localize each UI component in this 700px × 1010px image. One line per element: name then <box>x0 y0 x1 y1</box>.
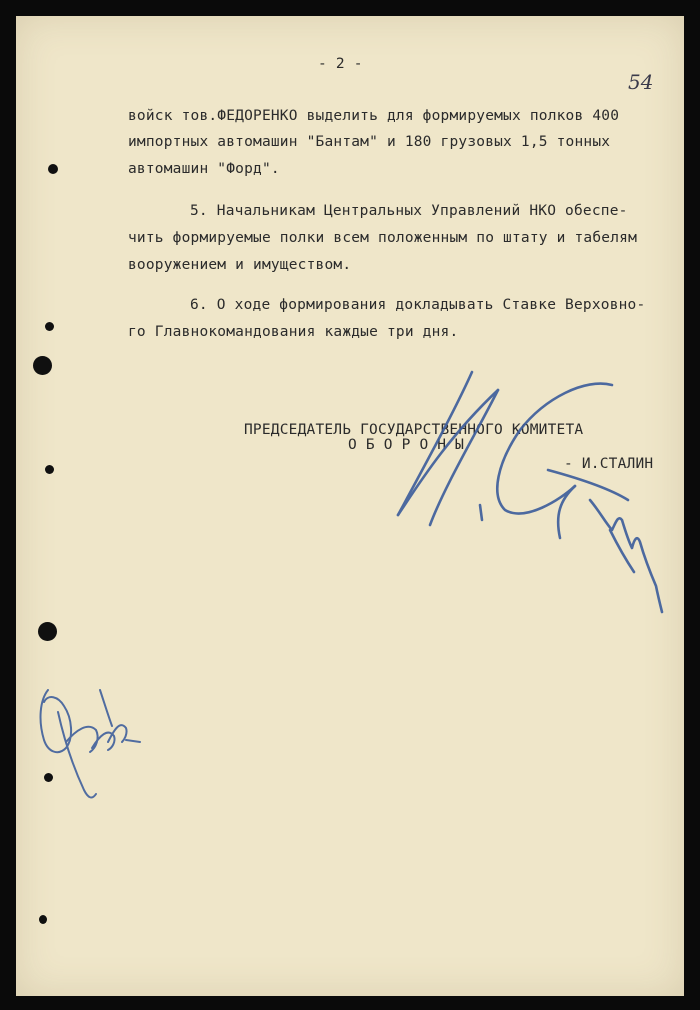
body-line-3: автомашин "Форд". <box>128 161 280 177</box>
body-line-7: 6. О ходе формирования докладывать Ставке Верховно- <box>190 297 646 313</box>
signatory-title: ПРЕДСЕДАТЕЛЬ ГОСУДАРСТВЕННОГО КОМИТЕТА <box>244 422 584 438</box>
body-line-2: импортных автомашин "Бантам" и 180 грузовых 1,5 тонных <box>128 134 611 150</box>
body-line-1: войск тов.ФЕДОРЕНКО выделить для формируемых полков 400 <box>128 108 620 124</box>
body-line-5: чить формируемые полки всем положенным по штату и табелям <box>128 230 637 246</box>
page-number: - 2 - <box>318 56 363 72</box>
body-line-8: го Главнокомандования каждые три дня. <box>128 324 459 340</box>
archive-page-number: 54 <box>628 70 654 94</box>
body-line-6: вооружением и имуществом. <box>128 257 352 273</box>
body-line-4: 5. Начальникам Центральных Управлений НКО обеспе- <box>190 203 628 219</box>
signatory-title-continued: О Б О Р О Н Ы <box>348 437 465 453</box>
signatory-name: - И.СТАЛИН <box>564 456 654 472</box>
